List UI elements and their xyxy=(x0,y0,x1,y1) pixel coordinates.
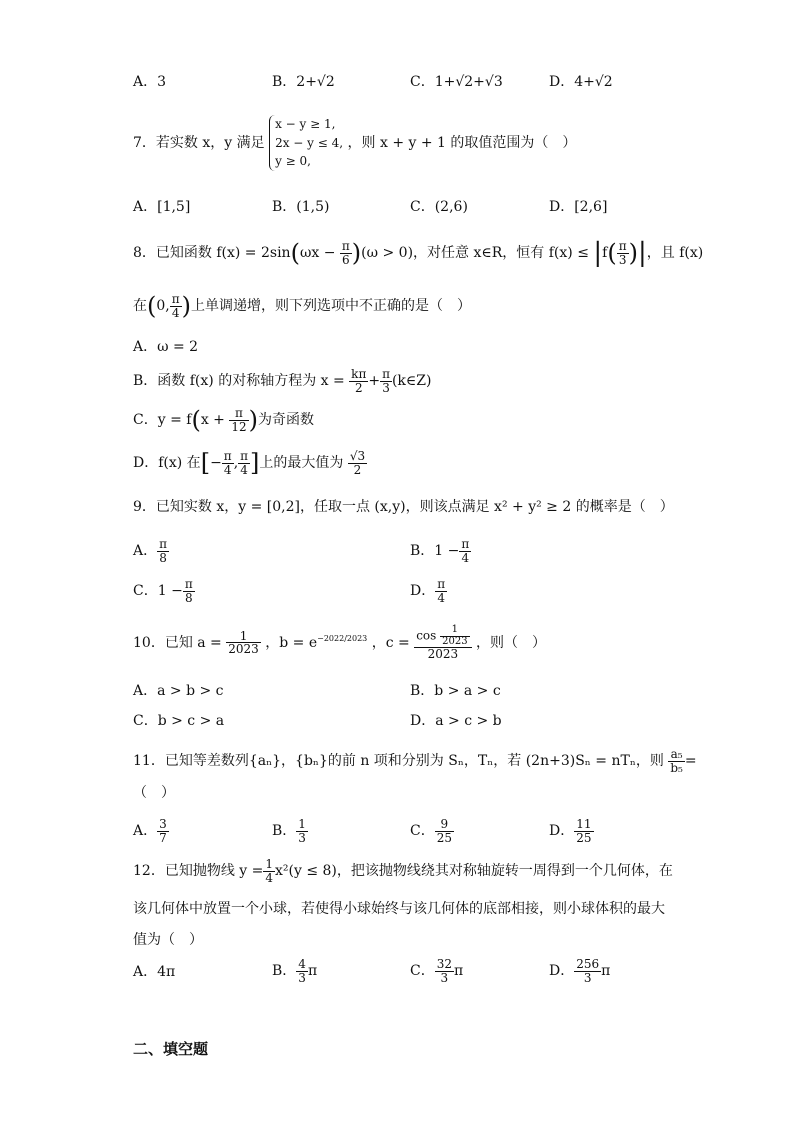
q12-d-pi: π xyxy=(601,963,611,980)
q8-pi-over-6: $\frac{\pi}{6}$ xyxy=(341,239,350,267)
q8-optc-text: C．y = f xyxy=(133,412,192,429)
q10-b-text: ，b = e xyxy=(265,634,318,651)
q11-c-fraction: $\frac{9}{25}$ xyxy=(436,817,452,845)
q8-paren-close-3: ) xyxy=(181,292,191,321)
q8-paren-open: ( xyxy=(290,239,300,268)
q10-c-fraction: cos $\frac{1}{2023}$ 2023 xyxy=(414,625,471,661)
q8-optd-bracket-open: [ xyxy=(200,449,211,478)
question-11 xyxy=(133,748,697,774)
q7-option-d: D．[2,6] xyxy=(549,199,608,215)
q8-paren-close: ) xyxy=(351,239,362,268)
q9-option-b xyxy=(410,538,471,564)
q8-pi-over-12: $\frac{\pi}{12}$ xyxy=(231,406,247,434)
q12-c-label: C． xyxy=(410,963,435,980)
q7-suffix: ，则 x + y + 1 的取值范围为（ ） xyxy=(347,134,577,151)
q8-optb-pi-over-3: $\frac{\pi}{3}$ xyxy=(382,367,390,395)
q11-equals: = xyxy=(684,753,697,770)
q8-optb-text: B．函数 f(x) 的对称轴方程为 x = xyxy=(133,373,345,390)
q9-c-label: C．1 − xyxy=(133,583,183,600)
q11-option-c xyxy=(410,818,454,844)
q8-optd-pi-over-4-a: $\frac{\pi}{4}$ xyxy=(223,449,232,477)
question-8-line-2 xyxy=(133,293,471,319)
q8-optd-bracket-close: ] xyxy=(250,449,260,478)
q8-optd-pi-over-4-b: $\frac{\pi}{4}$ xyxy=(240,449,249,477)
q9-option-c xyxy=(133,578,195,604)
q7-constraint-1: x − y ≥ 1, xyxy=(275,117,336,131)
q8-optb-domain: (k∈Z) xyxy=(391,373,432,390)
q8-pi-over-3: $\frac{\pi}{3}$ xyxy=(618,239,627,267)
q8-interval-start: 0, xyxy=(156,298,170,315)
q8-abs-bar-left: | xyxy=(593,238,603,269)
q9-c-pi-over-8: $\frac{\pi}{8}$ xyxy=(184,577,193,605)
q11-text: 11．已知等差数列{aₙ}，{bₙ}的前 n 项和分别为 Sₙ，Tₙ，若 (2n+3)Sₙ = nTₙ，则 xyxy=(133,753,664,770)
q11-answer-paren: （ ） xyxy=(133,785,175,801)
q8-stem-b: ωx − xyxy=(299,245,336,262)
q10-option-c: C．b > c > a xyxy=(133,713,225,729)
q11-a5-over-b5: $\frac{\text{a₅}}{\text{b₅}}$ xyxy=(670,747,683,775)
q7-prefix: 7．若实数 x，y 满足 xyxy=(133,134,265,151)
q9-b-pi-over-4: $\frac{\pi}{4}$ xyxy=(461,537,470,565)
q6-option-a: A．3 xyxy=(133,74,167,90)
q10-option-b: B．b > a > c xyxy=(410,683,501,699)
q9-d-label: D． xyxy=(410,583,436,600)
q8-option-b xyxy=(133,368,431,394)
q8-optd-text: D．f(x) 在 xyxy=(133,455,201,472)
q12-option-c xyxy=(410,958,463,984)
q8-paren-open-2: ( xyxy=(607,239,617,268)
q8-option-a: A．ω = 2 xyxy=(133,339,199,355)
q6-option-d: D．4+√2 xyxy=(549,74,613,90)
q10-end: ，则（ ） xyxy=(476,634,547,651)
q8-paren-close-2: ) xyxy=(628,239,638,268)
q12-line1-b: x²(y ≤ 8)，把该抛物线绕其对称轴旋转一周得到一个几何体，在 xyxy=(275,863,673,880)
q8-kpi-over-2: $\frac{k\pi}{2}$ xyxy=(351,367,367,395)
q7-constraint-system xyxy=(269,115,343,171)
q12-d-label: D． xyxy=(549,963,575,980)
q11-c-label: C． xyxy=(410,823,435,840)
q12-c-fraction: $\frac{32}{3}$ xyxy=(436,957,452,985)
q6-option-c: C．1+√2+√3 xyxy=(410,74,503,90)
q11-b-fraction: $\frac{1}{3}$ xyxy=(298,817,306,845)
q8-sqrt3-over-2: $\frac{√3}{2}$ xyxy=(349,449,366,477)
q11-a-fraction: $\frac{3}{7}$ xyxy=(159,817,167,845)
q11-d-label: D． xyxy=(549,823,575,840)
q10-option-d: D．a > c > b xyxy=(410,713,502,729)
q8-optc-paren-close: ) xyxy=(248,406,258,435)
q10-c-text: ，c = xyxy=(371,634,410,651)
q8-stem-c: (ω > 0)，对任意 x∈R，恒有 f(x) ≤ xyxy=(361,245,589,262)
q6-option-b: B．2+√2 xyxy=(272,74,335,90)
q12-b-pi: π xyxy=(307,963,318,980)
q11-option-b xyxy=(272,818,308,844)
q12-d-fraction: $\frac{256}{3}$ xyxy=(576,957,600,985)
q8-line2-c: 上单调递增，则下列选项中不正确的是（ ） xyxy=(191,298,471,315)
question-9: 9．已知实数 x，y = [0,2]，任取一点 (x,y)，则该点满足 x² + y² ≥ 2 的概率是（ ） xyxy=(133,499,674,515)
q8-pi-over-4: $\frac{\pi}{4}$ xyxy=(171,292,180,320)
question-7 xyxy=(133,115,576,171)
q12-c-pi: π xyxy=(454,963,464,980)
q8-optd-minus: − xyxy=(210,455,222,472)
q8-abs-bar-right: | xyxy=(637,238,647,269)
q12-option-d xyxy=(549,958,610,984)
q8-optc-end: 为奇函数 xyxy=(258,412,314,429)
q8-stem-a: 8．已知函数 f(x) = 2sin xyxy=(133,245,291,262)
q10-a-text: 10．已知 a = xyxy=(133,634,222,651)
q12-b-fraction: $\frac{4}{3}$ xyxy=(298,957,306,985)
q8-optd-comma: , xyxy=(233,455,239,472)
q8-optb-plus: + xyxy=(368,373,381,390)
q8-option-c xyxy=(133,407,314,433)
q10-cos: cos xyxy=(416,628,437,643)
q8-stem-e: ，且 f(x) xyxy=(646,245,704,262)
q10-option-a: A．a > b > c xyxy=(133,683,224,699)
q8-optc-paren-open: ( xyxy=(191,406,201,435)
q10-c-inner-fraction: $\frac{1}{2023}$ xyxy=(442,624,468,647)
q8-paren-open-3: ( xyxy=(147,292,157,321)
q9-option-a xyxy=(133,538,169,564)
q9-option-d xyxy=(410,578,447,604)
q11-option-a xyxy=(133,818,169,844)
q8-optd-end: 上的最大值为 xyxy=(259,455,344,472)
q9-b-label: B．1 − xyxy=(410,543,460,560)
q11-d-fraction: $\frac{11}{25}$ xyxy=(576,817,592,845)
q12-option-a: A．4π xyxy=(133,964,176,980)
section-heading-fill-in: 二、填空题 xyxy=(133,1040,209,1058)
q11-a-label: A． xyxy=(133,823,158,840)
q12-line1-a: 12．已知抛物线 y = xyxy=(133,863,264,880)
q8-option-d xyxy=(133,450,367,476)
q7-option-a: A．[1,5] xyxy=(133,199,191,215)
q11-b-label: B． xyxy=(272,823,297,840)
q9-a-pi-over-8: $\frac{\pi}{8}$ xyxy=(159,537,168,565)
q9-d-pi-over-4: $\frac{\pi}{4}$ xyxy=(437,577,446,605)
q10-a-fraction: $\frac{1}{2023}$ xyxy=(228,628,259,657)
q12-one-over-four: $\frac{1}{4}$ xyxy=(265,857,273,885)
q9-a-label: A． xyxy=(133,543,158,560)
q7-option-c: C．(2,6) xyxy=(410,199,468,215)
q11-option-d xyxy=(549,818,594,844)
question-8-line-1 xyxy=(133,238,704,269)
question-12-line-3: 值为（ ） xyxy=(133,932,203,948)
question-10 xyxy=(133,625,546,661)
q8-optc-arg: x + xyxy=(200,412,225,429)
question-12-line-1 xyxy=(133,858,673,884)
q12-b-label: B． xyxy=(272,963,297,980)
q8-stem-d: f xyxy=(602,245,608,262)
q7-constraint-3: y ≥ 0, xyxy=(275,154,311,169)
q8-line2-a: 在 xyxy=(133,298,147,315)
q10-b-exponent: −2022/2023 xyxy=(317,634,368,644)
q7-constraint-2: 2x − y ≤ 4, xyxy=(275,135,344,150)
q12-option-b xyxy=(272,958,317,984)
q7-option-b: B．(1,5) xyxy=(272,199,330,215)
question-12-line-2: 该几何体中放置一个小球，若使得小球始终与该几何体的底部相接，则小球体积的最大 xyxy=(133,901,665,917)
